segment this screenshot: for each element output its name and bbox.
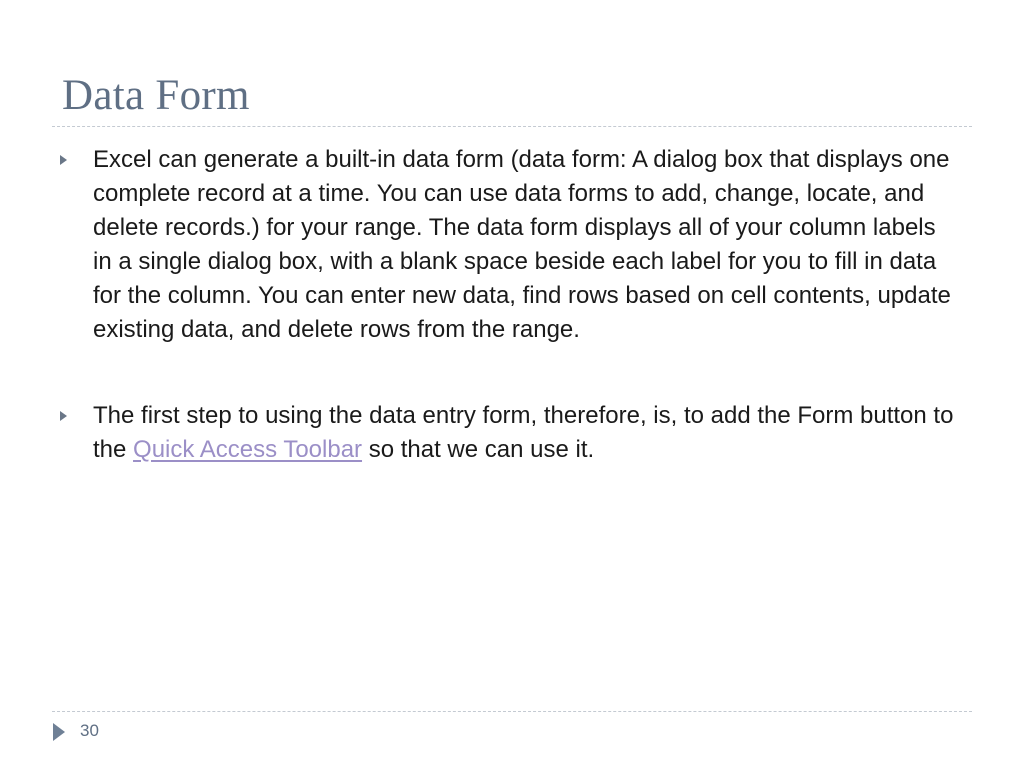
slide-content <box>60 143 960 467</box>
bullet-item-1 <box>60 143 960 347</box>
triangle-marker-icon <box>53 723 65 741</box>
quick-access-toolbar-link[interactable]: Quick Access Toolbar <box>133 436 363 463</box>
page-number: 30 <box>80 721 99 740</box>
bullet-item-2 <box>60 399 960 467</box>
slide-title: Data Form <box>62 72 250 119</box>
triangle-bullet-icon <box>60 411 67 421</box>
bullet-text-2-after-link: so that we can use it. <box>362 436 595 463</box>
bullet-text-1: Excel can generate a built-in data form (data form: A dialog box that displays one complete record at a time. You can use data forms to add, change, locate, and delete records.) for your range. The data form displays all of your column labels in a single dialog box, with a blank space beside each label for you to fill in data for the column. You can enter new data, find rows based on cell contents, update existing data, and delete rows from the range. <box>93 146 951 343</box>
triangle-bullet-icon <box>60 155 67 165</box>
bullet-text-2-before-link: The first step to using the data entry form, therefore, is, to add the Form button to the <box>93 402 954 463</box>
title-divider <box>52 126 972 127</box>
footer-divider <box>52 711 972 712</box>
